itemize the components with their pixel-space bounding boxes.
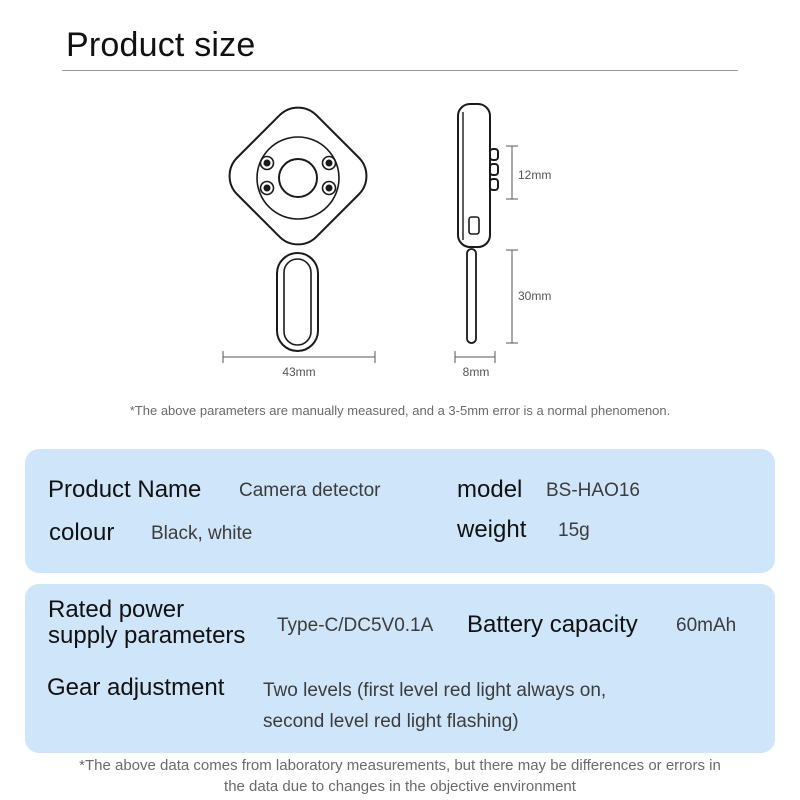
battery-capacity-label: Battery capacity (467, 611, 638, 638)
page-title: Product size (66, 26, 256, 64)
spec-card-basic (25, 449, 775, 573)
model-label: model (457, 476, 523, 503)
product-dimension-diagram (0, 90, 800, 390)
product-name-value: Camera detector (239, 480, 381, 501)
disclaimer-line2: the data due to changes in the objective environment (224, 778, 576, 795)
gear-adjustment-value (263, 675, 606, 737)
disclaimer-line1: *The above data comes from laboratory measurements, but there may be differences or errors in (79, 757, 721, 774)
lanyard-length-dimension-label: 30mm (518, 289, 552, 303)
rated-power-label-line1: Rated power (48, 596, 185, 623)
measurement-note: *The above parameters are manually measured, and a 3-5mm error is a normal phenomenon. (129, 403, 671, 418)
battery-capacity-value: 60mAh (676, 615, 737, 636)
dimension-lines (223, 146, 518, 363)
disclaimer-note (40, 755, 760, 797)
colour-label: colour (49, 519, 115, 546)
button-height-dimension-label: 12mm (518, 168, 552, 182)
spec-card-electrical (25, 584, 775, 753)
title-divider (62, 70, 738, 71)
device-front-view (219, 97, 377, 351)
weight-value: 15g (558, 520, 590, 541)
rated-power-value: Type-C/DC5V0.1A (277, 615, 434, 636)
gear-adjustment-value-line1: Two levels (first level red light always on, (263, 680, 607, 701)
rated-power-label (48, 597, 245, 649)
width-dimension-label: 43mm (282, 365, 316, 379)
colour-value: Black, white (151, 523, 253, 544)
infrared-led-icon (261, 157, 336, 195)
thickness-dimension-label: 8mm (462, 365, 490, 379)
gear-adjustment-value-line2: second level red light flashing) (263, 711, 519, 732)
lanyard-loop (277, 253, 318, 351)
device-side-view (458, 104, 498, 343)
gear-adjustment-label: Gear adjustment (47, 674, 225, 701)
model-value: BS-HAO16 (546, 480, 640, 501)
rated-power-label-line2: supply parameters (48, 622, 246, 649)
weight-label: weight (457, 516, 527, 543)
product-name-label: Product Name (48, 476, 202, 503)
